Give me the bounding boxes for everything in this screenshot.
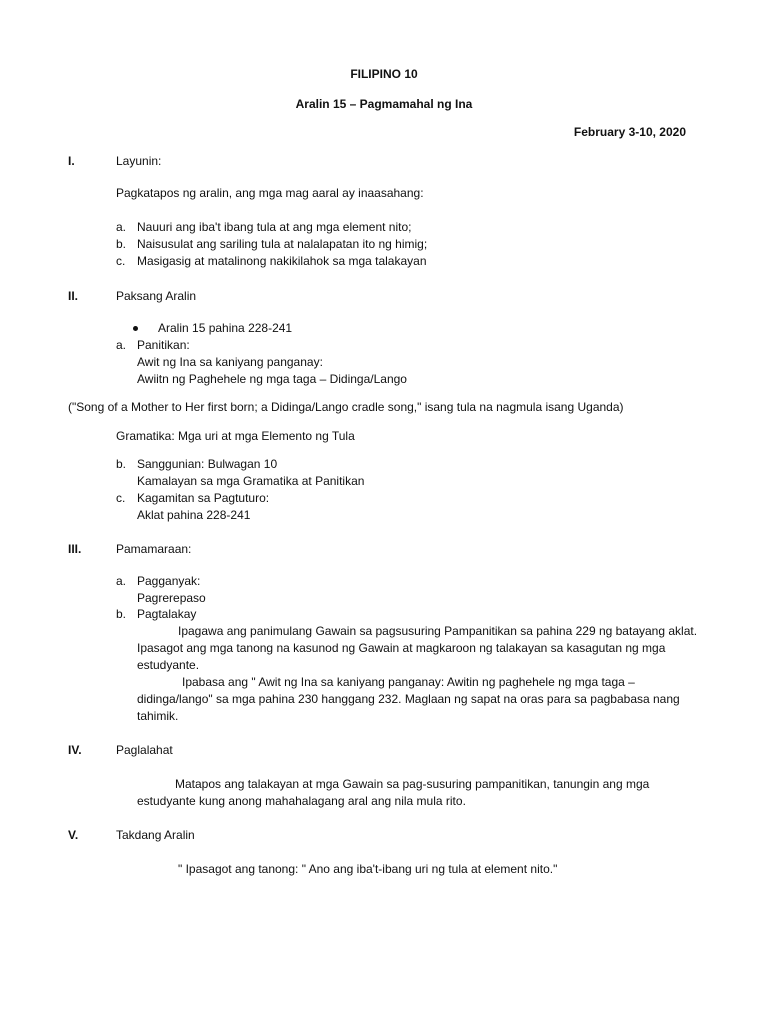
quote-line: ("Song of a Mother to Her first born; a Didinga/Lango cradle song," isang tula na nagmula isang Uganda): [68, 400, 624, 414]
lesson-date: February 3-10, 2020: [573, 125, 686, 139]
bullet-icon: [133, 326, 138, 331]
section-2-title: Paksang Aralin: [116, 289, 197, 303]
sanggunian-line: Kamalayan sa mga Gramatika at Panitikan: [137, 474, 365, 488]
panitikan-line: Awit ng Ina sa kaniyang panganay:: [137, 355, 323, 369]
pagganyak-line: Pagrerepaso: [137, 591, 206, 605]
section-1-intro: Pagkatapos ng aralin, ang mga mag aaral ay inaasahang:: [116, 186, 424, 200]
list-item: Masigasig at matalinong nakikilahok sa mga talakayan: [137, 254, 427, 268]
pagtalakay-paragraph-line: Ipasagot ang mga tanong na kasunod ng Gawain at magkaroon ng talakayan sa kasagutan ng mga: [137, 641, 666, 655]
subject-title: FILIPINO 10: [350, 67, 418, 81]
paglalahat-line: estudyante kung anong mahahalagang aral ang nila mula rito.: [137, 794, 466, 808]
list-item: Naisusulat ang sariling tula at nalalapatan ito ng himig;: [137, 237, 428, 251]
panitikan-line: Awiitn ng Paghehele ng mga taga – Didinga/Lango: [137, 372, 407, 386]
list-marker: a.: [116, 338, 127, 352]
section-1-numeral: I.: [68, 154, 75, 168]
bullet-item: Aralin 15 pahina 228-241: [158, 321, 293, 335]
section-5-numeral: V.: [68, 828, 79, 842]
pagganyak-line: Pagganyak:: [137, 574, 201, 588]
pagtalakay-paragraph-line: Ipagawa ang panimulang Gawain sa pagsusuring Pampanitikan sa pahina 229 ng batayang aklat.: [178, 624, 698, 638]
kagamitan-line: Aklat pahina 228-241: [137, 508, 251, 522]
section-3-title: Pamamaraan:: [116, 542, 192, 556]
list-item: Nauuri ang iba't ibang tula at ang mga element nito;: [137, 220, 412, 234]
pagtalakay-title: Pagtalakay: [137, 607, 197, 621]
lesson-title: Aralin 15 – Pagmamahal ng Ina: [295, 97, 473, 111]
list-marker: b.: [116, 237, 127, 251]
kagamitan-line: Kagamitan sa Pagtuturo:: [137, 491, 270, 505]
list-marker: b.: [116, 457, 127, 471]
list-marker: a.: [116, 574, 127, 588]
paglalahat-line: Matapos ang talakayan at mga Gawain sa pag-susuring pampanitikan, tanungin ang mga: [175, 777, 650, 791]
pagtalakay-paragraph-line: estudyante.: [137, 658, 200, 672]
list-marker: c.: [116, 254, 126, 268]
section-2-numeral: II.: [68, 289, 79, 303]
section-4-numeral: IV.: [68, 743, 82, 757]
gramatika-line: Gramatika: Mga uri at mga Elemento ng Tula: [116, 429, 355, 443]
sanggunian-line: Sanggunian: Bulwagan 10: [137, 457, 278, 471]
section-4-title: Paglalahat: [116, 743, 173, 757]
pagtalakay-paragraph-line: Ipabasa ang " Awit ng Ina sa kaniyang panganay: Awitin ng paghehele ng mga taga –: [182, 675, 635, 689]
pagtalakay-paragraph-line: didinga/lango" sa mga pahina 230 hanggang 232. Maglaan ng sapat na oras para sa pagbabasa nang: [137, 692, 680, 706]
pagtalakay-paragraph-line: tahimik.: [137, 709, 179, 723]
section-1-title: Layunin:: [116, 154, 162, 168]
takdang-aralin-text: " Ipasagot ang tanong: " Ano ang iba't-ibang uri ng tula at element nito.": [178, 862, 558, 876]
section-5-title: Takdang Aralin: [116, 828, 195, 842]
list-marker: c.: [116, 491, 126, 505]
panitikan-line: Panitikan:: [137, 338, 190, 352]
list-marker: b.: [116, 607, 127, 621]
list-marker: a.: [116, 220, 127, 234]
section-3-numeral: III.: [68, 542, 82, 556]
